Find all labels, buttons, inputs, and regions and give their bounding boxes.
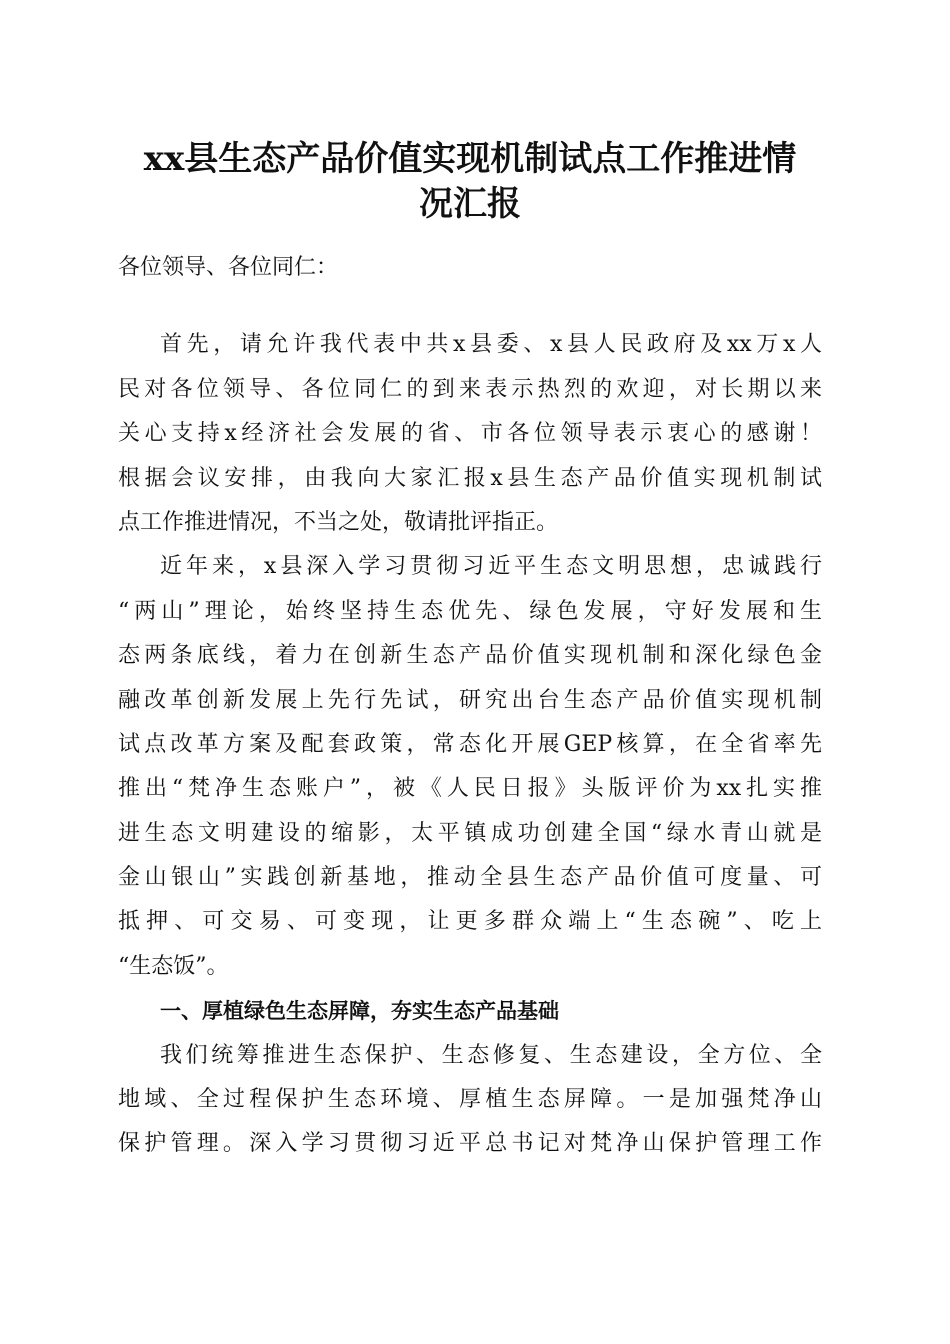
title-line: 况汇报 (419, 184, 521, 224)
text-line: 融改革创新发展上先行先试，研究出台生态产品价值实现机制 (118, 687, 822, 713)
text-line: 试点改革方案及配套政策，常态化开展GEP核算，在全省率先 (118, 731, 822, 757)
text-line: 抵押、可交易、可变现，让更多群众端上“生态碗”、吃上 (118, 909, 822, 935)
document-title (118, 137, 822, 227)
paragraph-intro (118, 323, 822, 545)
text-line: 点工作推进情况，不当之处，敬请批评指正。 (118, 509, 559, 535)
text-line: 民对各位领导、各位同仁的到来表示热烈的欢迎，对长期以来 (118, 376, 822, 402)
text-line: 推出“梵净生态账户”，被《人民日报》头版评价为xx扎实推 (118, 776, 822, 802)
salutation: 各位领导、各位同仁： (118, 255, 339, 280)
text-line: 关心支持x经济社会发展的省、市各位领导表示衷心的感谢！ (118, 421, 822, 447)
title-line: xx县生态产品价值实现机制试点工作推进情 (143, 139, 797, 179)
text-line: 态两条底线，着力在创新生态产品价值实现机制和深化绿色金 (118, 643, 822, 669)
text-line: “两山”理论，始终坚持生态优先、绿色发展，守好发展和生 (118, 598, 822, 624)
text-line: 进生态文明建设的缩影，太平镇成功创建全国“绿水青山就是 (118, 820, 822, 846)
text-line: 根据会议安排，由我向大家汇报x县生态产品价值实现机制试 (118, 465, 822, 491)
text-line: “生态饭”。 (118, 953, 229, 979)
text-line: 我们统筹推进生态保护、生态修复、生态建设，全方位、全 (160, 1042, 822, 1068)
text-line: 保护管理。深入学习贯彻习近平总书记对梵净山保护管理工作 (118, 1131, 822, 1157)
text-line: 首先，请允许我代表中共x县委、x县人民政府及xx万x人 (160, 332, 822, 358)
section-heading: 一、厚植绿色生态屏障，夯实生态产品基础 (160, 999, 559, 1024)
paragraph-section1 (118, 1034, 822, 1167)
document-body (118, 246, 822, 1167)
text-line: 金山银山”实践创新基地，推动全县生态产品价值可度量、可 (118, 865, 822, 891)
text-line: 地域、全过程保护生态环境、厚植生态屏障。一是加强梵净山 (118, 1087, 822, 1113)
paragraph-overview (118, 545, 822, 989)
text-line: 近年来，x县深入学习贯彻习近平生态文明思想，忠诚践行 (160, 554, 822, 580)
